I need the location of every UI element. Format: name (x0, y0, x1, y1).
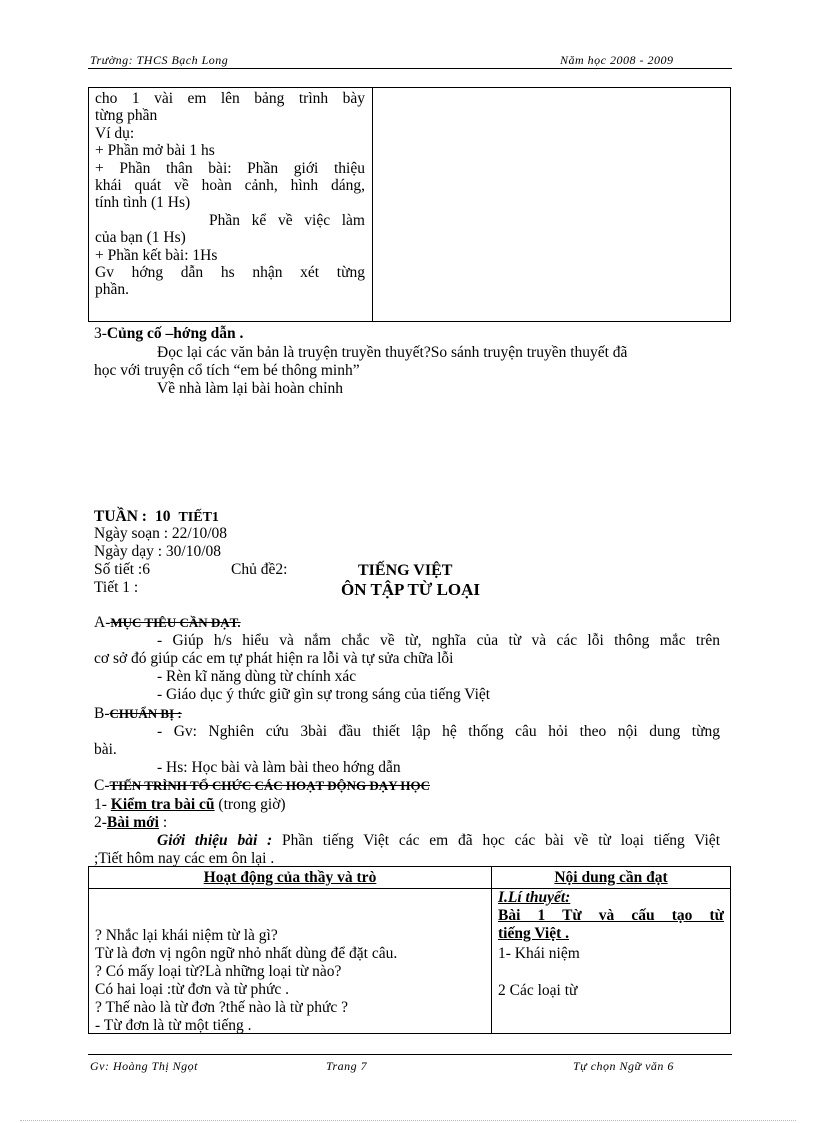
page-edge (20, 1120, 796, 1121)
table-header-rule (89, 888, 730, 889)
section-a-heading: A-MỤC TIÊU CẦN ĐẠT. (94, 614, 241, 631)
school-year: Năm học 2008 - 2009 (560, 53, 674, 67)
lesson-table (88, 866, 731, 1034)
table-line: tính tình (1 Hs) (95, 194, 191, 212)
table-row: - Từ đơn là từ một tiếng . (95, 1017, 252, 1034)
table-line: + Phần mở bài 1 hs (95, 142, 215, 160)
table-line: + Phần kết bài: 1Hs (95, 246, 218, 264)
table-divider (491, 867, 492, 1033)
table-line: của bạn (1 Hs) (95, 229, 186, 247)
old-lesson-check: 1- Kiểm tra bài cũ (trong giờ) (94, 796, 286, 813)
prep-date: Ngày soạn : 22/10/08 (94, 525, 228, 542)
objective-3: - Giáo dục ý thức giữ gìn sự trong sáng của tiếng Việt (157, 686, 491, 703)
course-name: Tự chọn Ngữ văn 6 (573, 1059, 674, 1073)
teach-date: Ngày dạy : 30/10/08 (94, 543, 221, 560)
col-header-activity: Hoạt động của thầy và trò (203, 869, 377, 886)
consolidation-line1: Đọc lại các văn bản là truyện truyền thuyết?So sánh truyện truyền thuyết đã (157, 344, 628, 361)
header-rule (88, 68, 732, 69)
lesson-heading-a: Bài 1 Từ và cấu tạo từ (498, 907, 724, 924)
table-line: + Phần thân bài: Phần giới thiệu (95, 159, 365, 177)
footer-rule (88, 1054, 732, 1055)
new-lesson: 2-Bài mới : (94, 814, 168, 831)
table-line: khái quát về hoàn cảnh, hình dáng, (95, 177, 365, 195)
section-b-heading: B-CHUẨN BỊ : (94, 705, 182, 722)
table-line: Ví dụ: (95, 124, 135, 142)
content-item-1: 1- Khái niệm (498, 945, 580, 962)
table-row: Từ là đơn vị ngôn ngữ nhỏ nhất dùng để đặt câu. (95, 945, 398, 962)
week-line: TUẦN : 10 TIẾT1 (94, 508, 219, 525)
school-name: Trường: THCS Bạch Long (90, 53, 229, 67)
section-c-heading: C-TIẾN TRÌNH TỔ CHỨC CÁC HOẠT ĐỘNG DẠY HỌC (94, 777, 430, 794)
table-line: Gv hớng dẫn hs nhận xét từng (95, 264, 365, 282)
objective-2: - Rèn kĩ năng dùng từ chính xác (157, 668, 357, 685)
table-row: ? Nhắc lại khái niệm từ là gì? (95, 927, 278, 944)
theory-heading: I.Lí thuyết: (498, 889, 571, 906)
table-line: từng phần (95, 107, 158, 125)
lesson-number: Tiết 1 : (94, 579, 139, 596)
lesson-intro-line2: ;Tiết hôm nay các em ôn lại . (94, 850, 275, 867)
table-line: phần. (95, 281, 130, 299)
page-number: Trang 7 (326, 1059, 368, 1073)
activity-table-continued (88, 87, 731, 322)
table-divider (372, 88, 373, 321)
table-row: ? Thế nào là từ đơn ?thế nào là từ phức ? (95, 999, 349, 1016)
lesson-heading-b: tiếng Việt . (498, 925, 570, 942)
period-count: Số tiết :6 (94, 561, 150, 578)
objective-1a: - Giúp h/s hiểu và nắm chắc về từ, nghĩa của từ và các lỗi thông mắc trên (157, 632, 720, 649)
table-row: Có hai loại :từ đơn và từ phức . (95, 981, 289, 998)
table-line: Phần kể về việc làm (209, 211, 365, 229)
teacher-name: Gv: Hoàng Thị Ngọt (90, 1059, 198, 1073)
prep-gv-a: - Gv: Nghiên cứu 3bài đầu thiết lập hệ thống câu hỏi theo nội dung từng (157, 723, 720, 740)
lesson-title: ÔN TẬP TỪ LOẠI (341, 580, 481, 599)
table-row: ? Có mấy loại từ?Là những loại từ nào? (95, 963, 342, 980)
col-header-content: Nội dung cần đạt (554, 869, 668, 886)
table-line: cho 1 vài em lên bảng trình bày (95, 90, 365, 107)
lesson-intro: Giới thiệu bài : Phần tiếng Việt các em đã học các bài về từ loại tiếng Việt (157, 832, 720, 849)
subject-title: TIẾNG VIỆT (358, 562, 453, 579)
consolidation-line3: Về nhà làm lại bài hoàn chỉnh (157, 380, 343, 397)
prep-hs: - Hs: Học bài và làm bài theo hớng dẫn (157, 759, 401, 776)
topic-label: Chủ đề2: (231, 561, 288, 578)
consolidation-line2: học với truyện cổ tích “em bé thông minh” (94, 362, 360, 379)
consolidation-heading: 3-Củng cố –hớng dẫn . (94, 325, 244, 342)
content-item-2: 2 Các loại từ (498, 982, 578, 999)
prep-gv-b: bài. (94, 741, 117, 758)
objective-1b: cơ sở đó giúp các em tự phát hiện ra lỗi và tự sửa chữa lỗi (94, 650, 454, 667)
activity-cell (95, 90, 365, 299)
